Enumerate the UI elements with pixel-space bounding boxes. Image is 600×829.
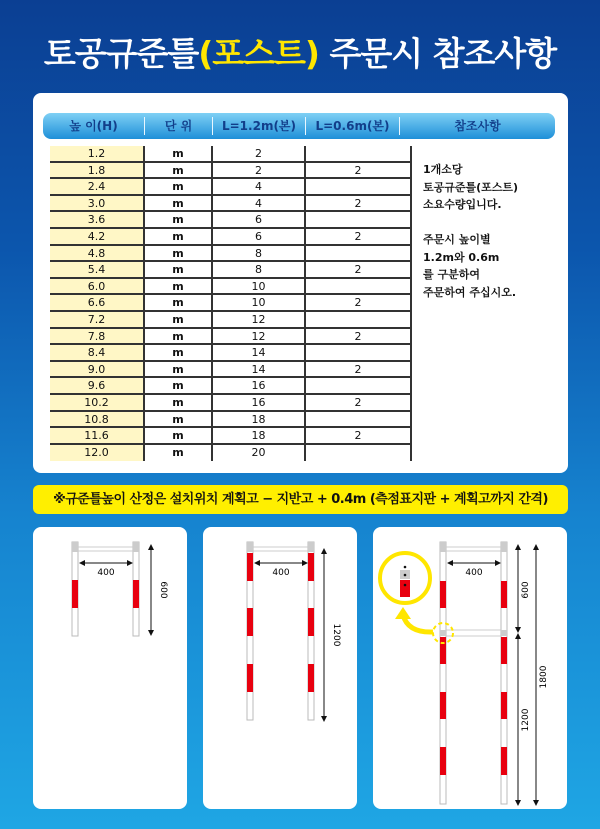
unit-cell: m <box>145 229 213 244</box>
l06-count-cell <box>306 212 412 227</box>
table-row <box>50 428 412 445</box>
diagram-600 <box>33 527 187 809</box>
l12-count-cell: 2 <box>213 146 306 161</box>
height-cell: 4.8 <box>50 246 145 261</box>
height-cell: 10.2 <box>50 395 145 410</box>
diagram-1200 <box>203 527 357 809</box>
l06-count-cell <box>306 312 412 327</box>
table-header <box>43 113 555 139</box>
unit-cell: m <box>145 362 213 377</box>
height-cell: 4.2 <box>50 229 145 244</box>
unit-cell: m <box>145 329 213 344</box>
table-row <box>50 146 412 163</box>
l06-count-cell: 2 <box>306 362 412 377</box>
l12-count-cell: 2 <box>213 163 306 178</box>
header-l06: L=0.6m(본) <box>306 117 400 135</box>
table-row <box>50 362 412 379</box>
table-row <box>50 163 412 180</box>
width-label: 400 <box>97 568 115 578</box>
total-height-label: 1800 <box>539 665 549 689</box>
table-row <box>50 262 412 279</box>
unit-cell: m <box>145 295 213 310</box>
height-cell: 5.4 <box>50 262 145 277</box>
header-height: 높 이(H) <box>43 117 145 135</box>
unit-cell: m <box>145 262 213 277</box>
table-row <box>50 312 412 329</box>
l06-count-cell: 2 <box>306 163 412 178</box>
height-cell: 7.8 <box>50 329 145 344</box>
l06-count-cell <box>306 246 412 261</box>
height-cell: 9.0 <box>50 362 145 377</box>
l12-count-cell: 8 <box>213 246 306 261</box>
post-diagram-1800 <box>373 527 567 809</box>
height-cell: 6.6 <box>50 295 145 310</box>
l12-count-cell: 4 <box>213 179 306 194</box>
table-row <box>50 229 412 246</box>
unit-cell: m <box>145 212 213 227</box>
l12-count-cell: 16 <box>213 395 306 410</box>
unit-cell: m <box>145 163 213 178</box>
l06-count-cell <box>306 179 412 194</box>
table-row <box>50 345 412 362</box>
l06-count-cell: 2 <box>306 395 412 410</box>
l06-count-cell <box>306 345 412 360</box>
height-cell: 3.6 <box>50 212 145 227</box>
height-cell: 2.4 <box>50 179 145 194</box>
title-main: 토공규준틀 <box>43 34 199 73</box>
table-row <box>50 295 412 312</box>
unit-cell: m <box>145 146 213 161</box>
table-row <box>50 378 412 395</box>
unit-cell: m <box>145 395 213 410</box>
height-cell: 1.8 <box>50 163 145 178</box>
width-label: 400 <box>272 568 290 578</box>
l12-count-cell: 12 <box>213 329 306 344</box>
l12-count-cell: 6 <box>213 212 306 227</box>
l12-count-cell: 4 <box>213 196 306 211</box>
title-rest: 주문시 참조사항 <box>319 34 557 73</box>
height-cell: 8.4 <box>50 345 145 360</box>
header-note: 참조사항 <box>454 119 501 133</box>
unit-cell: m <box>145 246 213 261</box>
height-cell: 6.0 <box>50 279 145 294</box>
table-row <box>50 246 412 263</box>
unit-cell: m <box>145 445 213 462</box>
height-cell: 12.0 <box>50 445 145 462</box>
height-cell: 11.6 <box>50 428 145 443</box>
height-cell: 10.8 <box>50 412 145 427</box>
unit-cell: m <box>145 312 213 327</box>
unit-cell: m <box>145 196 213 211</box>
height-formula-banner: ※규준틀높이 산정은 설치위치 계획고 − 지반고 + 0.4m (측점표지판 + 계획고까지 간격) <box>33 485 568 514</box>
table-row <box>50 445 412 462</box>
l12-count-cell: 10 <box>213 279 306 294</box>
title-highlight: (포스트) <box>198 34 320 73</box>
reference-note: 1개소당 토공규준틀(포스트) 소요수량입니다. 주문시 높이별 1.2m와 0.6m 를 구분하여 주문하여 주십시오. <box>423 163 519 299</box>
l12-count-cell: 20 <box>213 445 306 462</box>
l12-count-cell: 18 <box>213 412 306 427</box>
l06-count-cell <box>306 146 412 161</box>
unit-cell: m <box>145 412 213 427</box>
l06-count-cell: 2 <box>306 329 412 344</box>
l06-count-cell <box>306 412 412 427</box>
height-cell: 1.2 <box>50 146 145 161</box>
l06-count-cell <box>306 445 412 462</box>
l06-count-cell <box>306 378 412 393</box>
table-row <box>50 329 412 346</box>
l06-count-cell: 2 <box>306 229 412 244</box>
l12-count-cell: 6 <box>213 229 306 244</box>
unit-cell: m <box>145 428 213 443</box>
l12-count-cell: 12 <box>213 312 306 327</box>
l12-count-cell: 16 <box>213 378 306 393</box>
table-row <box>50 395 412 412</box>
lower-height-label: 1200 <box>521 708 531 732</box>
unit-cell: m <box>145 279 213 294</box>
l06-count-cell: 2 <box>306 428 412 443</box>
table-row <box>50 212 412 229</box>
height-label: 600 <box>158 581 168 599</box>
unit-cell: m <box>145 345 213 360</box>
height-cell: 7.2 <box>50 312 145 327</box>
header-unit: 단 위 <box>145 117 213 135</box>
table-row <box>50 279 412 296</box>
table-row <box>50 196 412 213</box>
l06-count-cell: 2 <box>306 295 412 310</box>
l12-count-cell: 10 <box>213 295 306 310</box>
width-label: 400 <box>465 568 483 578</box>
table-body <box>50 146 412 461</box>
height-label: 1200 <box>331 623 341 647</box>
height-cell: 3.0 <box>50 196 145 211</box>
post-diagram-1200 <box>203 527 357 809</box>
unit-cell: m <box>145 378 213 393</box>
l12-count-cell: 18 <box>213 428 306 443</box>
upper-height-label: 600 <box>521 581 531 599</box>
l12-count-cell: 8 <box>213 262 306 277</box>
order-table-card <box>33 93 568 473</box>
l06-count-cell <box>306 279 412 294</box>
diagram-1800 <box>373 527 567 809</box>
table-row <box>50 412 412 429</box>
l12-count-cell: 14 <box>213 345 306 360</box>
page-title <box>0 28 600 75</box>
l12-count-cell: 14 <box>213 362 306 377</box>
height-cell: 9.6 <box>50 378 145 393</box>
unit-cell: m <box>145 179 213 194</box>
header-l12: L=1.2m(본) <box>213 117 306 135</box>
table-row <box>50 179 412 196</box>
l06-count-cell: 2 <box>306 196 412 211</box>
post-diagram-600 <box>33 527 187 809</box>
l06-count-cell: 2 <box>306 262 412 277</box>
